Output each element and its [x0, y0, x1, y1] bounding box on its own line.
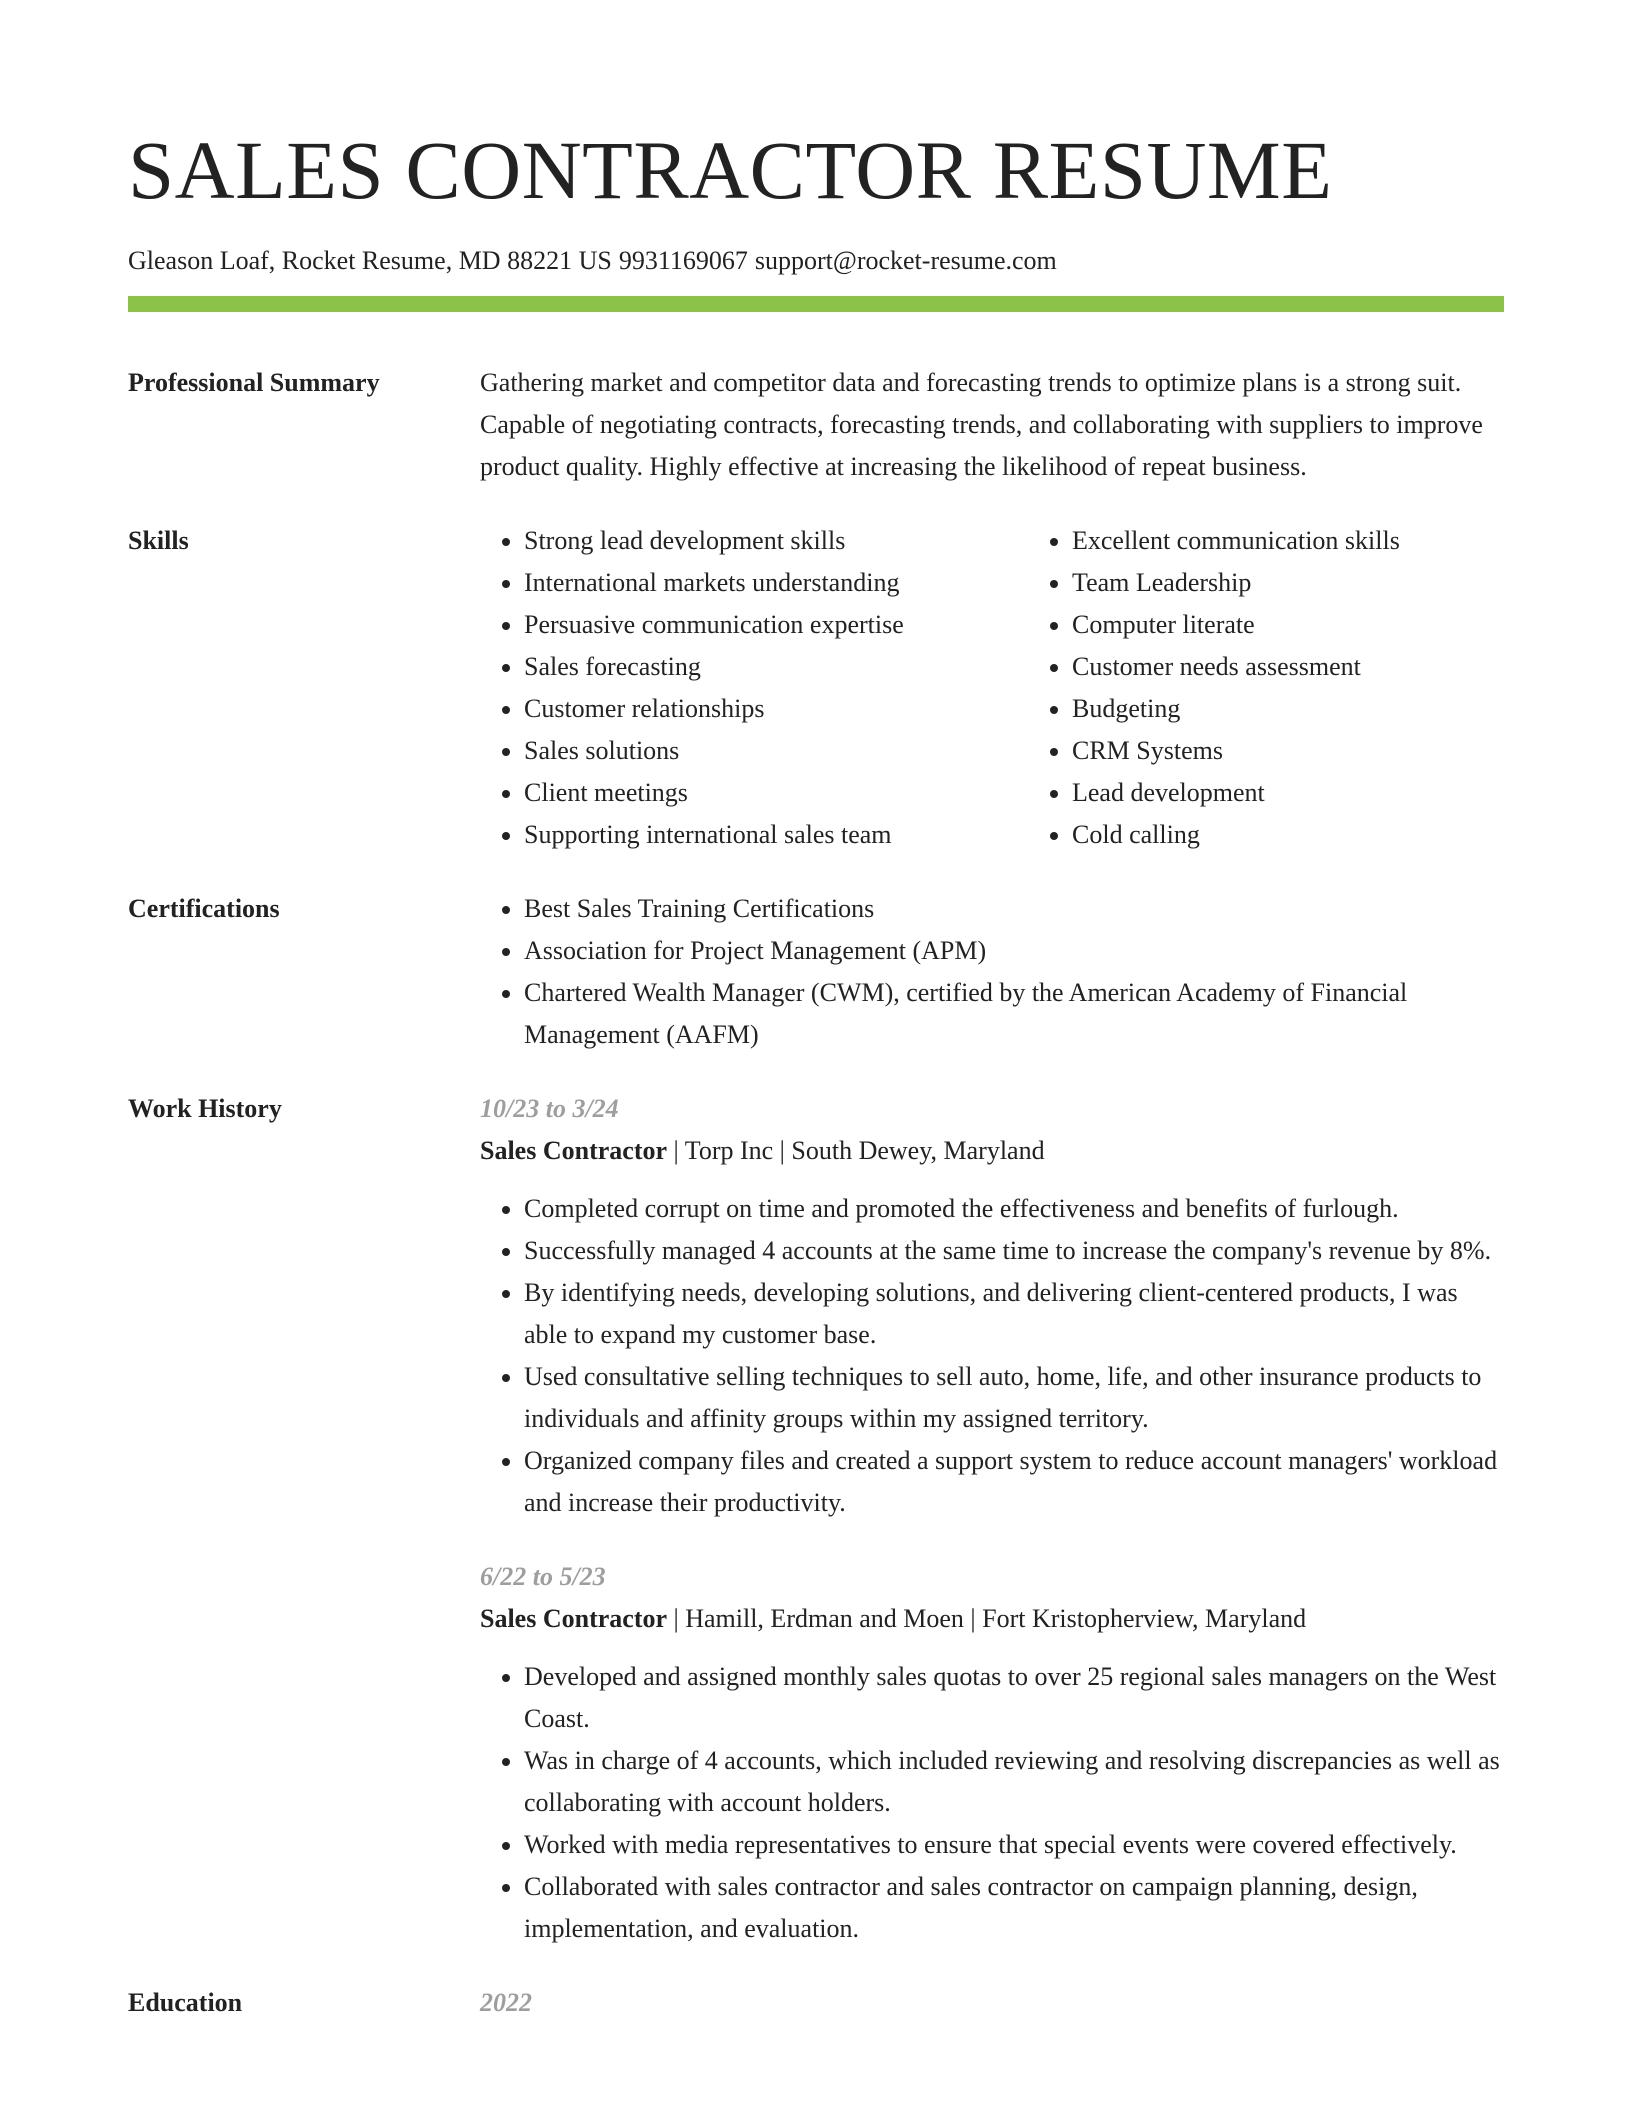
- job-details: | Torp Inc | South Dewey, Maryland: [673, 1136, 1045, 1165]
- skill-item: • Budgeting: [1072, 688, 1572, 730]
- skill-item: • Team Leadership: [1072, 562, 1572, 604]
- job-heading: [480, 1130, 1504, 1172]
- job-bullet: • Was in charge of 4 accounts, which included reviewing and resolving discrepancies as well as collaborating with account holders.: [524, 1740, 1504, 1824]
- job-details: | Hamill, Erdman and Moen | Fort Kristopherview, Maryland: [673, 1604, 1307, 1633]
- section-label: Work History: [128, 1094, 282, 1123]
- skill-item: • Sales forecasting: [524, 646, 1028, 688]
- section-professional-summary: [128, 362, 1504, 488]
- section-label: Education: [128, 1988, 243, 2017]
- job-bullets: [480, 1656, 1504, 1950]
- resume-page: [128, 0, 1504, 2024]
- skill-item: • Customer relationships: [524, 688, 1028, 730]
- section-body: [480, 1982, 1504, 2024]
- contact-phone: 9931169067: [618, 246, 748, 275]
- job-dates: 10/23 to 3/24: [480, 1094, 619, 1123]
- contact-line: [128, 246, 1504, 276]
- certification-item: • Chartered Wealth Manager (CWM), certified by the American Academy of Financial Management (AAFM): [524, 972, 1504, 1056]
- education-date: 2022: [480, 1988, 532, 2017]
- job-entry: [480, 1556, 1504, 1950]
- skill-item: • Customer needs assessment: [1072, 646, 1572, 688]
- job-bullet: • Completed corrupt on time and promoted the effectiveness and benefits of furlough.: [524, 1188, 1504, 1230]
- skill-item: • Cold calling: [1072, 814, 1572, 856]
- job-title: Sales Contractor: [480, 1604, 668, 1633]
- section-body: [480, 362, 1504, 488]
- skill-item: • Persuasive communication expertise: [524, 604, 1028, 646]
- section-label: Professional Summary: [128, 368, 380, 397]
- skill-item: • Lead development: [1072, 772, 1572, 814]
- section-skills: [128, 520, 1504, 856]
- job-dates: 6/22 to 5/23: [480, 1562, 606, 1591]
- certification-item: • Association for Project Management (APM): [524, 930, 1504, 972]
- section-education: [128, 1982, 1504, 2024]
- skill-item: • Excellent communication skills: [1072, 520, 1572, 562]
- job-bullet: • Used consultative selling techniques to sell auto, home, life, and other insurance products to individuals and affinity groups within my assigned territory.: [524, 1356, 1504, 1440]
- section-body: [480, 1088, 1504, 1950]
- job-bullet: • Collaborated with sales contractor and sales contractor on campaign planning, design, implementation, and evaluation.: [524, 1866, 1504, 1950]
- section-label: Skills: [128, 526, 189, 555]
- skill-item: • Strong lead development skills: [524, 520, 1028, 562]
- skill-item: • Sales solutions: [524, 730, 1028, 772]
- skills-list-left: [480, 520, 1028, 856]
- skill-item: • Supporting international sales team: [524, 814, 1028, 856]
- section-work-history: [128, 1088, 1504, 1950]
- skill-item: • Client meetings: [524, 772, 1028, 814]
- job-bullet: • Successfully managed 4 accounts at the same time to increase the company's revenue by 8%.: [524, 1230, 1504, 1272]
- job-heading: [480, 1598, 1504, 1640]
- section-label: Certifications: [128, 894, 280, 923]
- contact-email: support@rocket-resume.com: [754, 246, 1057, 275]
- header-divider: [128, 296, 1504, 312]
- job-bullet: • By identifying needs, developing solutions, and delivering client-centered products, I was able to expand my customer base.: [524, 1272, 1504, 1356]
- job-bullet: • Worked with media representatives to ensure that special events were covered effectively.: [524, 1824, 1504, 1866]
- section-body: [480, 888, 1504, 1056]
- skill-item: • CRM Systems: [1072, 730, 1572, 772]
- skill-item: • Computer literate: [1072, 604, 1572, 646]
- section-certifications: [128, 888, 1504, 1056]
- certification-item: • Best Sales Training Certifications: [524, 888, 1504, 930]
- skills-list-right: [1028, 520, 1572, 856]
- job-bullet: • Developed and assigned monthly sales quotas to over 25 regional sales managers on the West Coast.: [524, 1656, 1504, 1740]
- resume-title: SALES CONTRACTOR RESUME: [128, 124, 1333, 216]
- job-entry: [480, 1088, 1504, 1524]
- job-bullets: [480, 1188, 1504, 1524]
- skill-item: • International markets understanding: [524, 562, 1028, 604]
- certifications-list: [480, 888, 1504, 1056]
- contact-address: Gleason Loaf, Rocket Resume, MD 88221 US: [128, 246, 612, 275]
- skills-columns: [480, 520, 1572, 856]
- summary-text: Gathering market and competitor data and forecasting trends to optimize plans is a strong suit. Capable of negotiating contracts, forecasting trends, and collaborating with suppliers to improve product quality. Highly effective at increasing the likelihood of repeat business.: [480, 368, 1483, 481]
- job-title: Sales Contractor: [480, 1136, 668, 1165]
- job-bullet: • Organized company files and created a support system to reduce account managers' workload and increase their productivity.: [524, 1440, 1504, 1524]
